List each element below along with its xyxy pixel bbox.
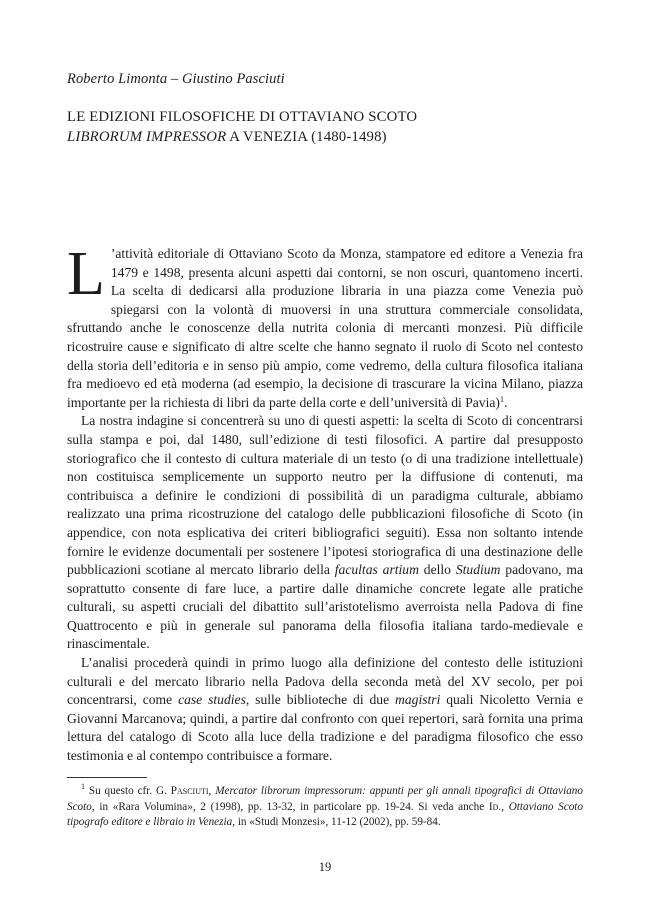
italic-magistri: magistri — [395, 692, 441, 708]
paragraph-2-text-c: padovano, ma soprattutto consente di fare luce, a partire dalle dinamiche concrete legate alle pratiche culturali, su aspetti cruciali del dibattito sull’aristotelismo averroista nella Padova di fine Quattrocento e più in generale sul panorama della filosofia italiana tardo-medievale e rinascimentale. — [67, 562, 583, 652]
paragraph-1-end: . — [503, 394, 508, 410]
paragraph-2-text-a: La nostra indagine si concentrerà su uno di questi aspetti: la scelta di Scoto di concentrarsi sulla stampa e poi, dal 1480, sull’edizione di testi filosofici. A partire dal presupposto storiografico che il contesto di cultura materiale di un testo (o di una tradizione intellettuale) non costituisca semplicemente un supporto neutro per la diffusione di contenuti, ma contribuisca a definire le condizioni di possibilità di un paradigma culturale, abbiamo realizzato una prima ricostruzione del catalogo delle pubblicazioni filosofiche di Scoto (in appendice, con nota esplicativa dei criteri bibliografici seguiti). Essa non soltanto intende fornire le evidenze documentali per sostenere l’ipotesi storiografica di una destinazione delle pubblicazioni scotiane al mercato librario della — [67, 413, 583, 578]
title-line-2 — [67, 127, 587, 147]
drop-cap: L — [67, 240, 105, 308]
title-line-1: LE EDIZIONI FILOSOFICHE DI OTTAVIANO SCOTO — [67, 109, 418, 125]
footnote-1 — [67, 784, 583, 831]
footnote-reference[interactable]: 1 — [499, 394, 504, 404]
paragraph-3-text-a: L’analisi procederà quindi in primo luogo alla definizione del contesto delle istituzioni culturali e del mercato librario nella Padova della seconda metà del XV secolo, per poi concentrarsi, come — [67, 655, 583, 708]
paragraph-1 — [67, 240, 583, 412]
italic-facultas-artium: facultas artium — [334, 562, 419, 578]
footnote-author: Pasciuti — [170, 785, 209, 797]
paragraph-2 — [67, 412, 583, 654]
article-title — [67, 107, 587, 147]
footnote-divider — [67, 777, 147, 778]
paragraph-1-text: ’attività editoriale di Ottaviano Scoto da Monza, stampatore ed editore a Venezia fra 1479 e 1498, presenta alcuni aspetti dai contorni, se non oscuri, quantomeno incerti. La scelta di dedicarsi alla produzione libraria in una piazza come Venezia può spiegarsi con la volontà di muoversi in una struttura commerciale consolidata, sfruttando anche le conoscenze della nutrita colonia di mercanti monzesi. Più difficile ricostruire cause e significato di altre scelte che hanno segnato il ruolo di Scoto nel contesto della storia dell’editoria e in senso più ampio, come vedremo, della cultura filosofica italiana fra medioevo ed età moderna (ad esempio, la decisione di trascurare la vicina Milano, piazza importante per la richiesta di libri da parte della corte e dell’università di Pavia) — [67, 246, 583, 410]
footnote-number: 1 — [81, 782, 85, 791]
footnote-text-a: Su questo cfr. G. — [85, 785, 171, 797]
italic-studium: Studium — [455, 562, 501, 578]
article-body — [67, 240, 583, 766]
paragraph-3-text-c: quali Nicoletto Vernia e Giovanni Marcanova; quindi, a partire dal confronto con quei repertori, sarà fornita una prima lettura del catalogo di Scoto alla luce della tradizione e del paradigma filosofico che esso testimonia e al contempo contribuisce a formare. — [67, 692, 583, 764]
footnote-text-b: , — [208, 785, 216, 797]
title-rest-part: A VENEZIA (1480-1498) — [226, 129, 387, 145]
paragraph-2-text-b: dello — [418, 562, 456, 578]
footnote-title-1: Mercator librorum impressorum: appunti per gli annali tipografici di Ottaviano Scoto — [67, 785, 583, 813]
italic-case-studies: case studies — [178, 692, 246, 708]
footnote-title-2: Ottaviano Scoto tipografo editore e libraio in Venezia — [67, 800, 583, 828]
paragraph-3 — [67, 654, 583, 766]
footnote-text-e: , in «Studi Monzesi», 11-12 (2002), pp. 59-84. — [232, 816, 441, 828]
paragraph-3-text-b: , sulle biblioteche di due — [245, 692, 396, 708]
title-italic-part: LIBRORUM IMPRESSOR — [67, 129, 227, 145]
footnote-text-c: , in «Rara Volumina», 2 (1998), pp. 13-32, in particolare pp. 19-24. Si veda anche — [91, 800, 489, 813]
footnote-text-d: , — [501, 800, 509, 813]
page-number: 19 — [318, 860, 332, 874]
footnote-ibidem: Id. — [488, 800, 502, 813]
article-authors: Roberto Limonta – Giustino Pasciuti — [67, 71, 285, 87]
